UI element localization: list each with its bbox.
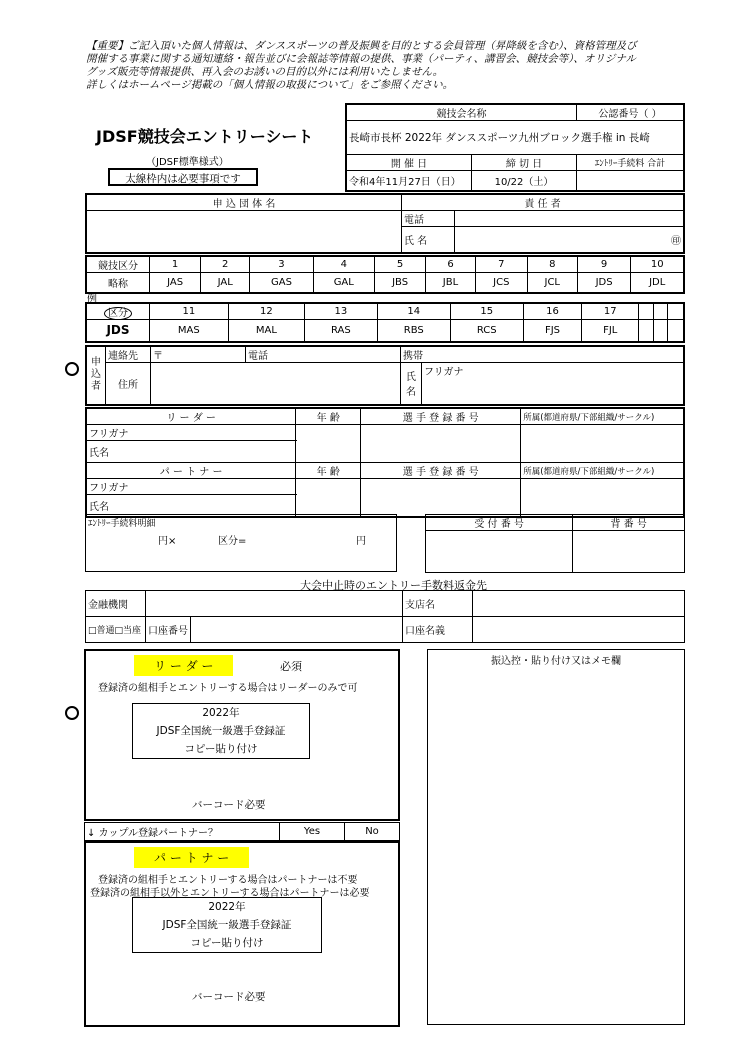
category-code[interactable]: JAS <box>150 273 201 293</box>
partner-badge: パ ー ト ナ ー <box>134 847 249 868</box>
partner-question: ↓ カップル登録パートナー？ <box>85 823 280 841</box>
category-code[interactable]: FJS <box>523 320 582 342</box>
category-number: 14 <box>377 303 450 320</box>
category-number: 13 <box>305 303 378 320</box>
contact-label: 連絡先 <box>106 346 151 363</box>
category-number: 12 <box>228 303 304 320</box>
category-number: 2 <box>201 256 250 273</box>
category-code[interactable]: JAL <box>201 273 250 293</box>
category-number <box>653 303 668 320</box>
mobile-label: 携帯 <box>401 346 685 363</box>
refund-heading: 大会中止時のエントリー手数料返金先 <box>300 579 487 592</box>
leader-card-area[interactable] <box>132 703 310 759</box>
notice-line: 【重要】ご記入頂いた個人情報は、ダンススポーツの普及振興を目的とする会員管理（昇降級を含む）、資格管理及び <box>86 40 637 52</box>
category-number: 1 <box>150 256 201 273</box>
category-code[interactable]: GAS <box>250 273 313 293</box>
privacy-notice <box>86 40 686 92</box>
date-label: 開 催 日 <box>346 155 472 171</box>
card-year: 2022年 <box>202 707 240 719</box>
partner-note-2: 登録済の組相手以外とエントリーする場合はパートナーは必要 <box>90 888 370 899</box>
category-code[interactable]: JCL <box>527 273 577 293</box>
leader-note: 登録済の組相手とエントリーする場合はリーダーのみで可 <box>98 683 358 694</box>
yes-option[interactable]: Yes <box>280 823 345 841</box>
event-name-label: 競技会名称 <box>346 104 577 121</box>
category-code[interactable]: RCS <box>450 320 523 342</box>
fee-detail-label: ｴﾝﾄﾘｰ手続料明細 <box>88 519 156 529</box>
category-number: 6 <box>426 256 476 273</box>
seal-mark: ㊞ <box>455 227 685 253</box>
bib-field[interactable] <box>573 531 685 573</box>
no-option[interactable]: No <box>345 823 400 841</box>
fee-yen: 円 <box>356 536 366 547</box>
category-code[interactable]: MAS <box>150 320 229 342</box>
bank-label: 金融機関 <box>86 591 146 617</box>
reg-number-label: 選 手 登 録 番 号 <box>361 408 521 425</box>
manager-phone-field[interactable] <box>455 211 685 227</box>
memo-label: 振込控・貼り付け又はメモ欄 <box>491 656 621 667</box>
category-code[interactable] <box>638 320 653 342</box>
barcode-note: バーコード必要 <box>192 799 266 811</box>
fee-total-label: ｴﾝﾄﾘｰ手続料 合計 <box>577 155 685 171</box>
example-label: 例 <box>87 294 97 305</box>
category-number: 15 <box>450 303 523 320</box>
category-code[interactable]: JDL <box>631 273 684 293</box>
leader-age-field[interactable] <box>296 425 361 463</box>
phone-label: 電話 <box>402 211 455 227</box>
branch-field[interactable] <box>473 591 685 617</box>
category-number: 5 <box>374 256 425 273</box>
furigana-label: フリガナ <box>424 367 464 378</box>
fee-yen-times: 円× <box>158 536 177 547</box>
punch-hole-icon <box>65 706 79 720</box>
category-table <box>85 255 685 294</box>
category-number: 3 <box>250 256 313 273</box>
leader-reg-field[interactable] <box>361 425 521 463</box>
notice-line: グッズ販売等情報提供、再入会のお誘いの目的以外には利用いたしません。 <box>86 66 444 78</box>
category-number: 10 <box>631 256 684 273</box>
partner-card-box <box>84 841 400 1027</box>
abbr-label: 略称 <box>86 273 150 293</box>
reg-number-label: 選 手 登 録 番 号 <box>361 463 521 479</box>
category-number: 8 <box>527 256 577 273</box>
form-title: JDSF競技会エントリーシート <box>96 127 314 146</box>
address-field[interactable] <box>151 363 401 405</box>
card-year: 2022年 <box>208 901 246 913</box>
couple-table <box>85 407 685 518</box>
fee-total-field[interactable] <box>577 171 685 191</box>
branch-label: 支店名 <box>403 591 473 617</box>
category-code[interactable]: JBS <box>374 273 425 293</box>
barcode-note: バーコード必要 <box>192 991 266 1003</box>
category-code[interactable]: RAS <box>305 320 378 342</box>
account-no-label: 口座番号 <box>146 617 191 643</box>
account-name-field[interactable] <box>473 617 685 643</box>
leader-card-box <box>84 649 400 821</box>
applicant-table <box>85 193 685 254</box>
card-title: JDSF全国統一級選手登録証 <box>156 725 286 737</box>
group-name-label: 申 込 団 体 名 <box>86 194 402 211</box>
event-table <box>345 103 685 192</box>
contact-table <box>85 345 685 406</box>
category-number: 9 <box>577 256 631 273</box>
circled-label: 区分 <box>104 307 132 320</box>
receipt-label: 受 付 番 号 <box>426 515 573 531</box>
category-number: 4 <box>313 256 374 273</box>
category-code[interactable] <box>668 320 684 342</box>
card-note: コピー貼り付け <box>190 937 264 949</box>
category-number: 7 <box>475 256 527 273</box>
leader-affil-field[interactable] <box>521 425 684 463</box>
category-number: 16 <box>523 303 582 320</box>
age-label: 年 齢 <box>296 463 361 479</box>
account-name-label: 口座名義 <box>403 617 473 643</box>
category-label: 競技区分 <box>86 256 150 273</box>
partner-note-1: 登録済の組相手とエントリーする場合はパートナーは不要 <box>98 875 358 886</box>
group-name-field[interactable] <box>86 211 402 253</box>
age-label: 年 齢 <box>296 408 361 425</box>
contact-name-field[interactable] <box>422 363 685 405</box>
example-category-label <box>86 303 150 320</box>
event-date[interactable]: 令和4年11月27日（日） <box>346 171 472 191</box>
partner-label: パ ー ト ナ ー <box>86 463 296 479</box>
category-code[interactable]: JDS <box>577 273 631 293</box>
partner-name-label: 氏名 <box>86 495 296 517</box>
required-note: 太線枠内は必要事項です <box>108 168 258 186</box>
category-number: 17 <box>582 303 639 320</box>
affiliation-label: 所属(都道府県/下部組織/サークル) <box>521 463 684 479</box>
notice-line: 開催する事業に関する通知連絡・報告並びに会報誌等情報の提供、事業（パーティ、講習会、競技会等）、オリジナル <box>86 53 636 65</box>
notice-line: 詳しくはホームページ掲載の「個人情報の取扱について」をご参照ください。 <box>86 79 454 91</box>
deadline-label: 締 切 日 <box>472 155 577 171</box>
category-number <box>638 303 653 320</box>
refund-table <box>85 590 685 643</box>
category-number <box>668 303 684 320</box>
manager-label: 責 任 者 <box>402 194 685 211</box>
fee-detail-box <box>85 514 397 572</box>
category-code[interactable]: JCS <box>475 273 527 293</box>
leader-badge: リ ー ダ ー <box>134 655 233 676</box>
card-note: コピー貼り付け <box>184 743 258 755</box>
category-code[interactable]: JBL <box>426 273 476 293</box>
receipt-table <box>425 514 685 573</box>
address-label: 住所 <box>106 363 151 405</box>
category-code[interactable]: MAL <box>228 320 304 342</box>
partner-reg-field[interactable] <box>361 479 521 517</box>
event-deadline[interactable]: 10/22（土） <box>472 171 577 191</box>
punch-hole-icon <box>65 362 79 376</box>
phone-label: 電話 <box>246 346 401 363</box>
category-code[interactable]: FJL <box>582 320 639 342</box>
receipt-field[interactable] <box>426 531 573 573</box>
fee-category: 区分= <box>218 536 247 547</box>
leader-label: リ ー ダ ー <box>86 408 296 425</box>
account-no-field[interactable] <box>191 617 403 643</box>
applicant-side-label: 申込者 <box>86 346 106 405</box>
partner-age-field[interactable] <box>296 479 361 517</box>
affiliation-label: 所属(都道府県/下部組織/サークル) <box>521 408 684 425</box>
bank-field[interactable] <box>146 591 403 617</box>
example-code: JDS <box>86 320 150 342</box>
partner-card-area[interactable] <box>132 897 322 953</box>
category-table-2 <box>85 302 685 343</box>
form-subtitle: （JDSF標準様式） <box>146 157 229 168</box>
category-number: 11 <box>150 303 229 320</box>
partner-question-row <box>84 822 400 841</box>
memo-area[interactable] <box>427 649 685 1025</box>
cert-label: 公認番号（ ） <box>577 104 685 121</box>
account-type-field[interactable]: □普通□当座 <box>86 617 146 643</box>
bib-label: 背 番 号 <box>573 515 685 531</box>
partner-furigana-label: フリガナ <box>86 479 296 495</box>
manager-name-label: 氏 名 <box>402 227 455 253</box>
category-code[interactable]: RBS <box>377 320 450 342</box>
category-code[interactable] <box>653 320 668 342</box>
leader-furigana-label: フリガナ <box>86 425 296 441</box>
event-name[interactable]: 長崎市長杯 2022年 ダンススポーツ九州ブロック選手権 in 長崎 <box>346 121 684 155</box>
card-title: JDSF全国統一級選手登録証 <box>162 919 292 931</box>
leader-name-label: 氏名 <box>86 441 296 463</box>
contact-name-label: 氏名 <box>401 363 422 405</box>
partner-affil-field[interactable] <box>521 479 684 517</box>
required-label: 必須 <box>280 660 302 673</box>
category-code[interactable]: GAL <box>313 273 374 293</box>
postal-label: 〒 <box>151 346 246 363</box>
